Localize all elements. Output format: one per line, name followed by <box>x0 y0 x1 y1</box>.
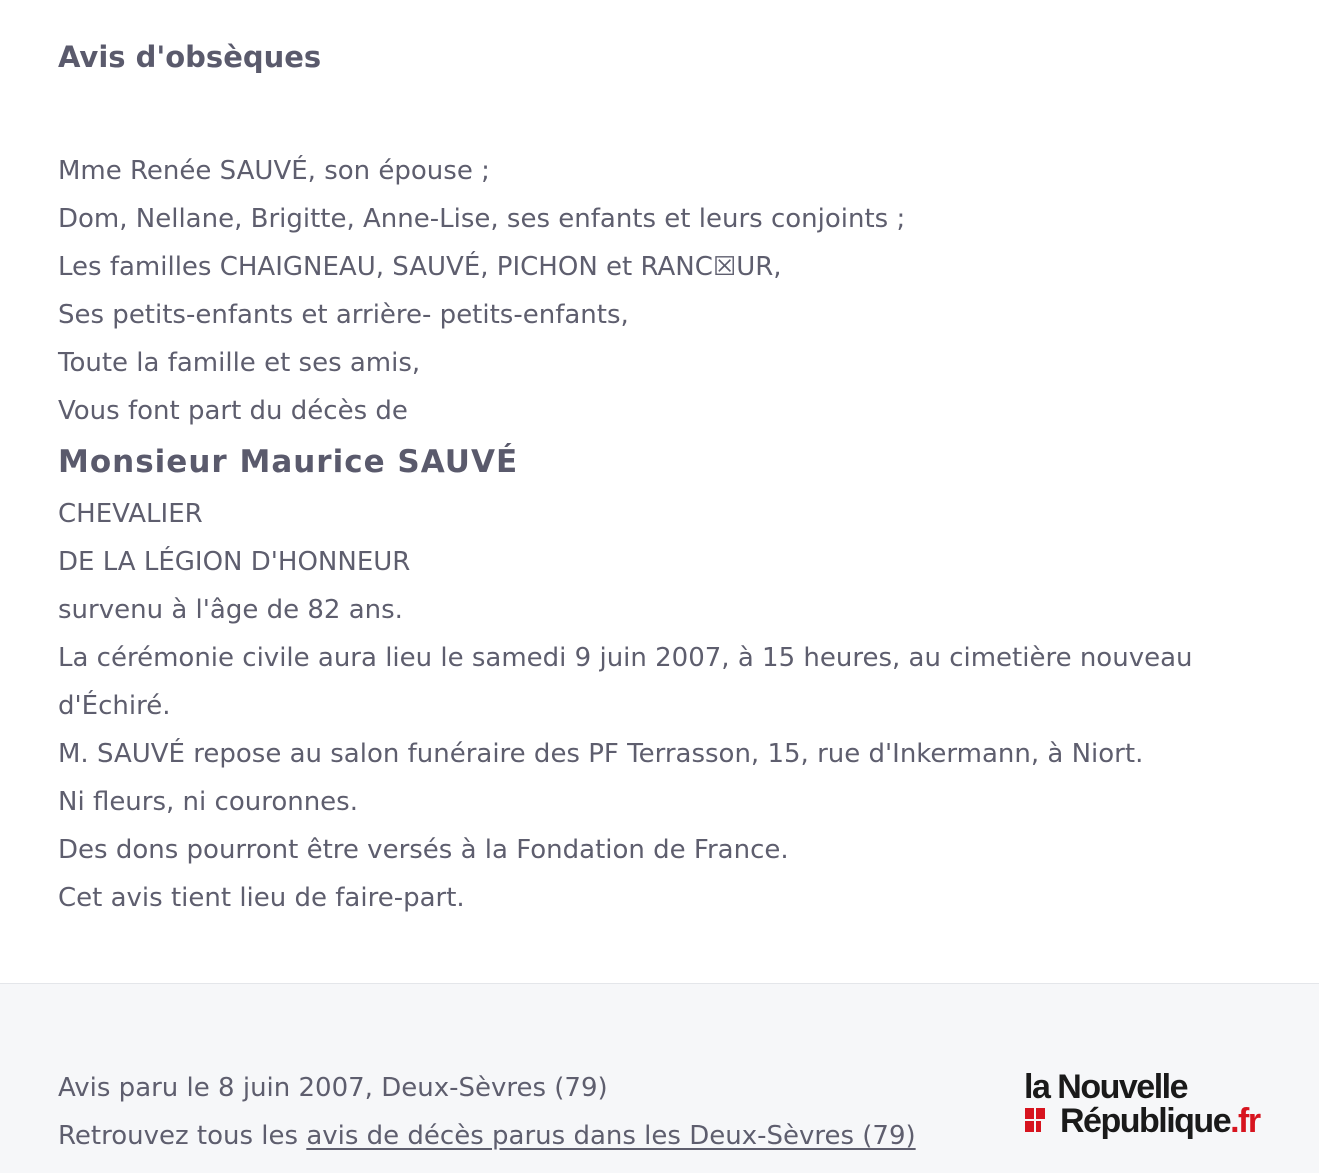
notice-line: Les familles CHAIGNEAU, SAUVÉ, PICHON et RANC☒UR, <box>58 252 782 282</box>
logo-tld: .fr <box>1230 1102 1260 1140</box>
la-nouvelle-republique-logo[interactable] <box>1022 1069 1292 1144</box>
notice-line: Mme Renée SAUVÉ, son épouse ; <box>58 156 490 186</box>
notice-line: survenu à l'âge de 82 ans. <box>58 595 403 625</box>
deceased-name: Monsieur Maurice SAUVÉ <box>58 444 519 480</box>
notice-line: CHEVALIER <box>58 499 203 529</box>
notice-line: DE LA LÉGION D'HONNEUR <box>58 547 411 577</box>
notice-line: d'Échiré. <box>58 691 171 721</box>
notice-line: Ni fleurs, ni couronnes. <box>58 787 358 817</box>
notice-body <box>58 147 1258 922</box>
notice-line: Toute la famille et ses amis, <box>58 348 421 378</box>
notice-line: La cérémonie civile aura lieu le samedi 9 juin 2007, à 15 heures, au cimetière nouveau <box>58 643 1193 673</box>
find-all-prefix: Retrouvez tous les <box>58 1121 307 1151</box>
logo-line-1: la Nouvelle <box>1024 1068 1188 1106</box>
logo-line-2 <box>1060 1101 1260 1141</box>
notice-line: M. SAUVÉ repose au salon funéraire des PF Terrasson, 15, rue d'Inkermann, à Niort. <box>58 739 1144 769</box>
notice-line: Ses petits-enfants et arrière- petits-enfants, <box>58 300 629 330</box>
notice-footer <box>0 983 1319 1173</box>
notice-line: Vous font part du décès de <box>58 396 408 426</box>
notice-line: Des dons pourront être versés à la Fondation de France. <box>58 835 789 865</box>
notice-line: Dom, Nellane, Brigitte, Anne-Lise, ses enfants et leurs conjoints ; <box>58 204 906 234</box>
footer-text <box>58 1064 916 1160</box>
deux-sevres-notices-link[interactable]: avis de décès parus dans les Deux-Sèvres (79) <box>306 1121 916 1151</box>
find-all-line <box>58 1112 916 1160</box>
notice-title: Avis d'obsèques <box>58 40 322 74</box>
logo-mark-icon <box>1024 1107 1046 1133</box>
publication-info: Avis paru le 8 juin 2007, Deux-Sèvres (79) <box>58 1073 608 1103</box>
notice-line: Cet avis tient lieu de faire-part. <box>58 883 465 913</box>
logo-wordmark: République <box>1060 1102 1231 1140</box>
